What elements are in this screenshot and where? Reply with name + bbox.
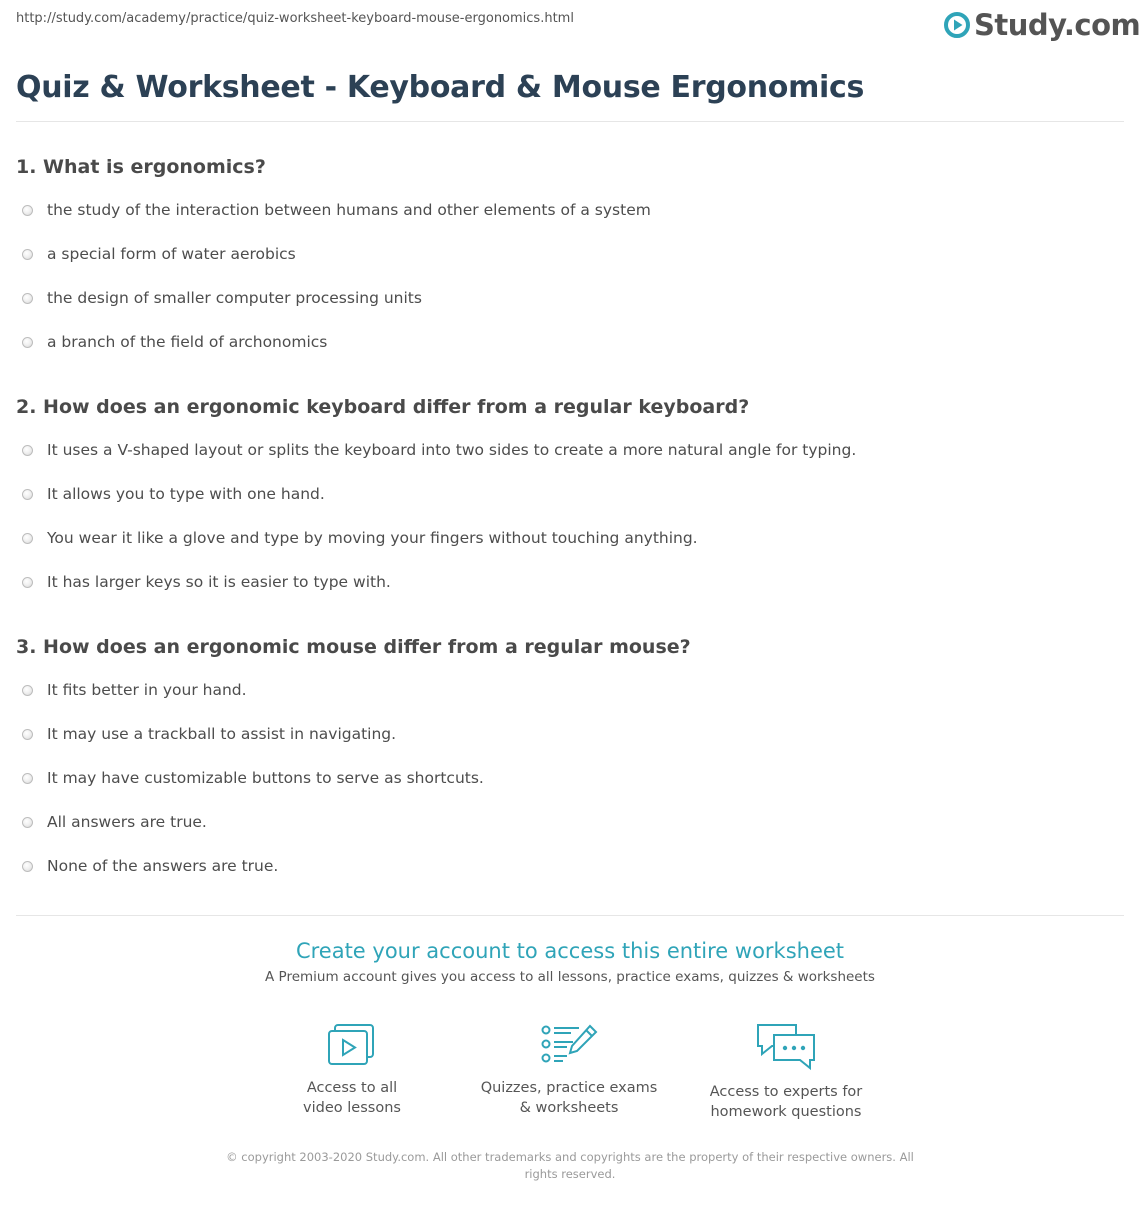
radio-button[interactable]: [22, 685, 33, 696]
radio-button[interactable]: [22, 729, 33, 740]
radio-button[interactable]: [22, 489, 33, 500]
copyright-footer: © copyright 2003-2020 Study.com. All other trademarks and copyrights are the property of their respective owners. All rights reserved.: [226, 1150, 914, 1181]
answer-label: You wear it like a glove and type by moving your fingers without touching anything.: [47, 529, 698, 547]
promo-divider: [16, 915, 1124, 916]
feature-label: Access to all video lessons: [303, 1080, 401, 1116]
answer-label: a branch of the field of archonomics: [47, 333, 328, 351]
create-account-link[interactable]: Create your account to access this entire worksheet: [295, 939, 845, 963]
promo-subtitle: A Premium account gives you access to all lessons, practice exams, quizzes & worksheets: [265, 969, 875, 985]
answer-label: It allows you to type with one hand.: [47, 485, 325, 503]
answer-label: None of the answers are true.: [47, 857, 279, 875]
question-3: 3. How does an ergonomic mouse differ from a regular mouse?: [16, 636, 691, 658]
feature-label: Access to experts for homework questions: [709, 1084, 863, 1120]
answer-option[interactable]: [22, 570, 391, 594]
radio-button[interactable]: [22, 577, 33, 588]
radio-button[interactable]: [22, 205, 33, 216]
feature-quizzes: [469, 1022, 669, 1118]
answer-label: the design of smaller computer processing units: [47, 289, 422, 307]
answer-label: It fits better in your hand.: [47, 681, 247, 699]
chat-bubbles-icon: [754, 1022, 818, 1072]
answer-option[interactable]: [22, 482, 325, 506]
answer-label: It may have customizable buttons to serve as shortcuts.: [47, 769, 484, 787]
page-title: Quiz & Worksheet - Keyboard & Mouse Ergonomics: [16, 70, 865, 105]
header-divider: [16, 121, 1124, 122]
answer-option[interactable]: [22, 242, 296, 266]
answer-label: It has larger keys so it is easier to type with.: [47, 573, 391, 591]
answer-option[interactable]: [22, 526, 698, 550]
radio-button[interactable]: [22, 817, 33, 828]
answer-label: It uses a V-shaped layout or splits the keyboard into two sides to create a more natural angle for typing.: [47, 441, 857, 459]
answer-option[interactable]: [22, 678, 247, 702]
question-1: 1. What is ergonomics?: [16, 156, 266, 178]
radio-button[interactable]: [22, 861, 33, 872]
video-lessons-icon: [324, 1022, 380, 1068]
radio-button[interactable]: [22, 533, 33, 544]
radio-button[interactable]: [22, 249, 33, 260]
answer-option[interactable]: [22, 330, 327, 354]
answer-option[interactable]: [22, 722, 396, 746]
radio-button[interactable]: [22, 773, 33, 784]
question-2: 2. How does an ergonomic keyboard differ from a regular keyboard?: [16, 396, 750, 418]
page-url: http://study.com/academy/practice/quiz-worksheet-keyboard-mouse-ergonomics.html: [16, 11, 574, 26]
answer-option[interactable]: [22, 198, 651, 222]
answer-option[interactable]: [22, 286, 422, 310]
feature-experts: [686, 1022, 886, 1122]
answer-label: a special form of water aerobics: [47, 245, 296, 263]
radio-button[interactable]: [22, 293, 33, 304]
answer-option[interactable]: [22, 810, 207, 834]
feature-video-lessons: [252, 1022, 452, 1118]
answer-option[interactable]: [22, 438, 856, 462]
radio-button[interactable]: [22, 445, 33, 456]
study-logo[interactable]: [944, 8, 1140, 42]
answer-label: the study of the interaction between humans and other elements of a system: [47, 201, 651, 219]
play-logo-icon: [944, 12, 970, 38]
quiz-checklist-icon: [539, 1022, 599, 1068]
answer-option[interactable]: [22, 854, 278, 878]
feature-label: Quizzes, practice exams & worksheets: [480, 1080, 658, 1116]
answer-label: All answers are true.: [47, 813, 207, 831]
radio-button[interactable]: [22, 337, 33, 348]
answer-label: It may use a trackball to assist in navigating.: [47, 725, 397, 743]
logo-text: Study.com: [974, 8, 1140, 42]
answer-option[interactable]: [22, 766, 484, 790]
